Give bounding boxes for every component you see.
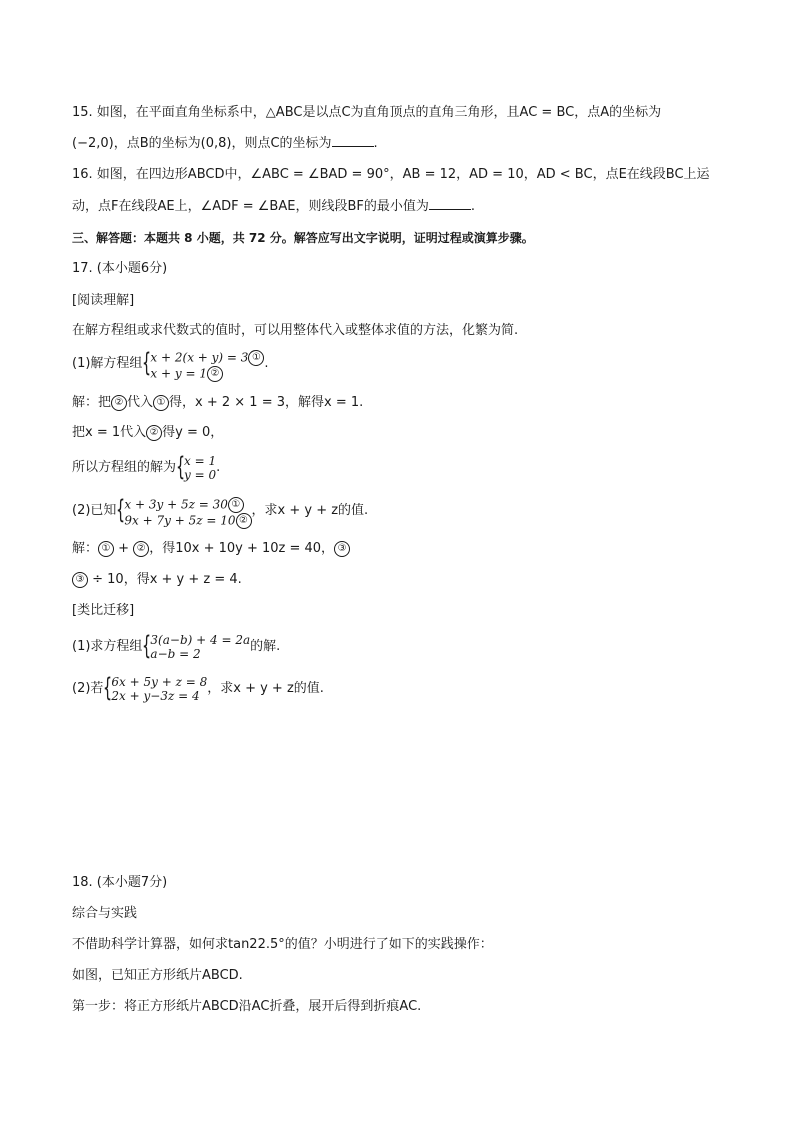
q17-analogy-heading: [类比迁移] — [72, 603, 135, 618]
q17-p2-eq1: x + 3y + 5z = 30 ① — [124, 497, 251, 513]
q15-text2: (−2,0)，点B的坐标为(0,8)，则点C的坐标为 — [72, 136, 332, 151]
q17-p1-end: . — [264, 356, 269, 371]
circled-2-icon: ② — [133, 541, 149, 557]
q17-sol-line1: 解：把 ② 代入 ① 得，x + 2 × 1 = 3，解得x = 1. — [72, 395, 364, 410]
q16-text1: 16. 如图，在四边形ABCD中，∠ABC = ∠BAD = 90°，AB = 12，AD = 10，AD < BC，点E在线段BC上运 — [72, 167, 710, 182]
q17-sol-system: { x = 1 y = 0 — [176, 452, 217, 482]
q18-title: 18. (本小题7分) — [72, 875, 168, 890]
q15-line1 — [72, 104, 661, 122]
q16-line1 — [72, 166, 710, 184]
q17-sol-line4: 解： ① + ② ，得10x + 10y + 10z = 40， ③ — [72, 540, 350, 558]
q16-text2: 动，点F在线段AE上，∠ADF = ∠BAE，则线段BF的最小值为 — [72, 199, 429, 214]
q17-a2-eq2: 2x + y−3z = 4 — [111, 689, 200, 703]
q18-line2: 如图，已知正方形纸片ABCD. — [72, 968, 243, 983]
q15-text1: 15. 如图，在平面直角坐标系中，△ABC是以点C为直角顶点的直角三角形，且AC = BC，点A的坐标为 — [72, 105, 662, 120]
q18-line3: 第一步：将正方形纸片ABCD沿AC折叠，展开后得到折痕AC. — [72, 999, 422, 1014]
circled-3-icon: ③ — [72, 572, 88, 588]
q17-a1-system: { 3(a−b) + 4 = 2a a−b = 2 — [142, 631, 251, 661]
q18-line1: 不借助科学计算器，如何求tan22.5°的值？小明进行了如下的实践操作： — [72, 937, 493, 952]
circled-1-icon: ① — [98, 541, 114, 557]
q15-period: . — [373, 136, 378, 151]
q15-line2 — [72, 134, 378, 153]
q17-sol-eq1: x = 1 — [184, 454, 217, 468]
circled-1-icon: ① — [153, 395, 169, 411]
section-heading: 三、解答题：本题共 8 小题，共 72 分。解答应写出文字说明，证明过程或演算步骤。 — [72, 231, 534, 245]
q17-title: 17. (本小题6分) — [72, 261, 168, 276]
q17-a1-eq2: a−b = 2 — [150, 647, 201, 661]
circled-1-icon: ① — [228, 497, 244, 513]
q16-answer-blank[interactable] — [429, 197, 471, 210]
q17-part2: (2)已知 { x + 3y + 5z = 30 ① 9x + 7y + 5z = 10 ② ，求x + y + z的值. — [72, 495, 369, 528]
circled-2-icon: ② — [146, 425, 162, 441]
q17-part1 — [72, 348, 269, 381]
q17-a2-eq1: 6x + 5y + z = 8 — [111, 675, 208, 689]
q16-line2 — [72, 197, 475, 216]
q18-heading: 综合与实践 — [72, 906, 138, 921]
q17-sol-line3: 所以方程组的解为 { x = 1 y = 0 . — [72, 452, 221, 482]
circled-1-icon: ① — [248, 350, 264, 366]
q17-a1-eq1: 3(a−b) + 4 = 2a — [150, 633, 251, 647]
circled-2-icon: ② — [207, 366, 223, 382]
q17-sol-eq2: y = 0 — [184, 468, 217, 482]
q17-sol-line2: 把x = 1代入 ② 得y = 0， — [72, 425, 224, 440]
q17-p1-eq2: x + y = 1 ② — [150, 366, 264, 382]
q17-sol-line5: ③ ÷ 10，得x + y + z = 4. — [72, 571, 242, 589]
circled-2-icon: ② — [111, 395, 127, 411]
q17-p1-label: (1)解方程组 — [72, 356, 143, 371]
q17-analogy-2: (2)若 { 6x + 5y + z = 8 2x + y−3z = 4 ，求x + y + z的值. — [72, 673, 324, 703]
q17-intro: 在解方程组或求代数式的值时，可以用整体代入或整体求值的方法，化繁为简. — [72, 323, 519, 338]
q17-p1-eq1: x + 2(x + y) = 3 ① — [150, 350, 264, 366]
q17-p1-system: { x + 2(x + y) = 3 ① x + y = 1 ② — [142, 350, 264, 378]
q17-read-heading: [阅读理解] — [72, 293, 135, 308]
q15-answer-blank[interactable] — [332, 134, 374, 147]
q17-a2-system: { 6x + 5y + z = 8 2x + y−3z = 4 — [103, 673, 208, 703]
q17-p2-eq2: 9x + 7y + 5z = 10 ② — [124, 513, 251, 529]
circled-3-icon: ③ — [334, 541, 350, 557]
q17-p2-system: { x + 3y + 5z = 30 ① 9x + 7y + 5z = 10 ② — [116, 497, 251, 525]
circled-2-icon: ② — [236, 513, 252, 529]
q16-period: . — [470, 199, 475, 214]
q17-analogy-1: (1)求方程组 { 3(a−b) + 4 = 2a a−b = 2 的解. — [72, 631, 281, 661]
